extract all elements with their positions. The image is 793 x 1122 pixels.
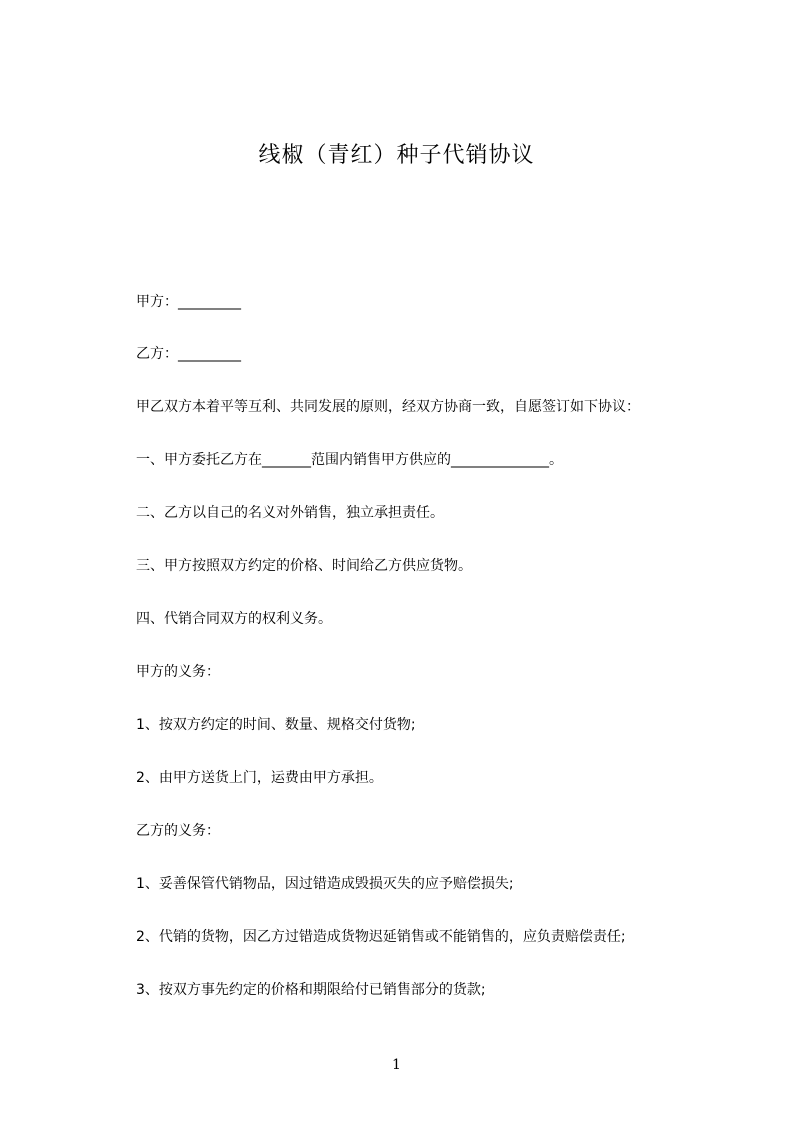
clause-2: 二、乙方以自己的名义对外销售，独立承担责任。 [136, 505, 444, 521]
party-b-duty-2: 2、代销的货物，因乙方过错造成货物迟延销售或不能销售的，应负责赔偿责任; [136, 929, 626, 945]
clause-3: 三、甲方按照双方约定的价格、时间给乙方供应货物。 [136, 558, 472, 574]
party-b-duty-1: 1、妥善保管代销物品，因过错造成毁损灭失的应予赔偿损失; [136, 876, 514, 892]
party-a-duties-heading: 甲方的义务： [136, 664, 220, 680]
party-b-duty-3: 3、按双方事先约定的价格和期限给付已销售部分的货款; [136, 982, 486, 998]
party-a-duty-1: 1、按双方约定的时间、数量、规格交付货物; [136, 717, 416, 733]
clause-1: 一、甲方委托乙方在_______范围内销售甲方供应的______________。 [136, 452, 563, 468]
party-b-duties-heading: 乙方的义务： [136, 823, 220, 839]
preamble-line: 甲乙双方本着平等互利、共同发展的原则，经双方协商一致，自愿签订如下协议： [136, 399, 640, 415]
party-a-duty-2: 2、由甲方送货上门，运费由甲方承担。 [136, 770, 383, 786]
party-a-line: 甲方：_________ [136, 294, 241, 310]
clause-4: 四、代销合同双方的权利义务。 [136, 611, 332, 627]
document-title: 线椒（青红）种子代销协议 [258, 143, 535, 168]
page-number: 1 [392, 1057, 401, 1073]
party-b-line: 乙方：_________ [136, 346, 241, 362]
